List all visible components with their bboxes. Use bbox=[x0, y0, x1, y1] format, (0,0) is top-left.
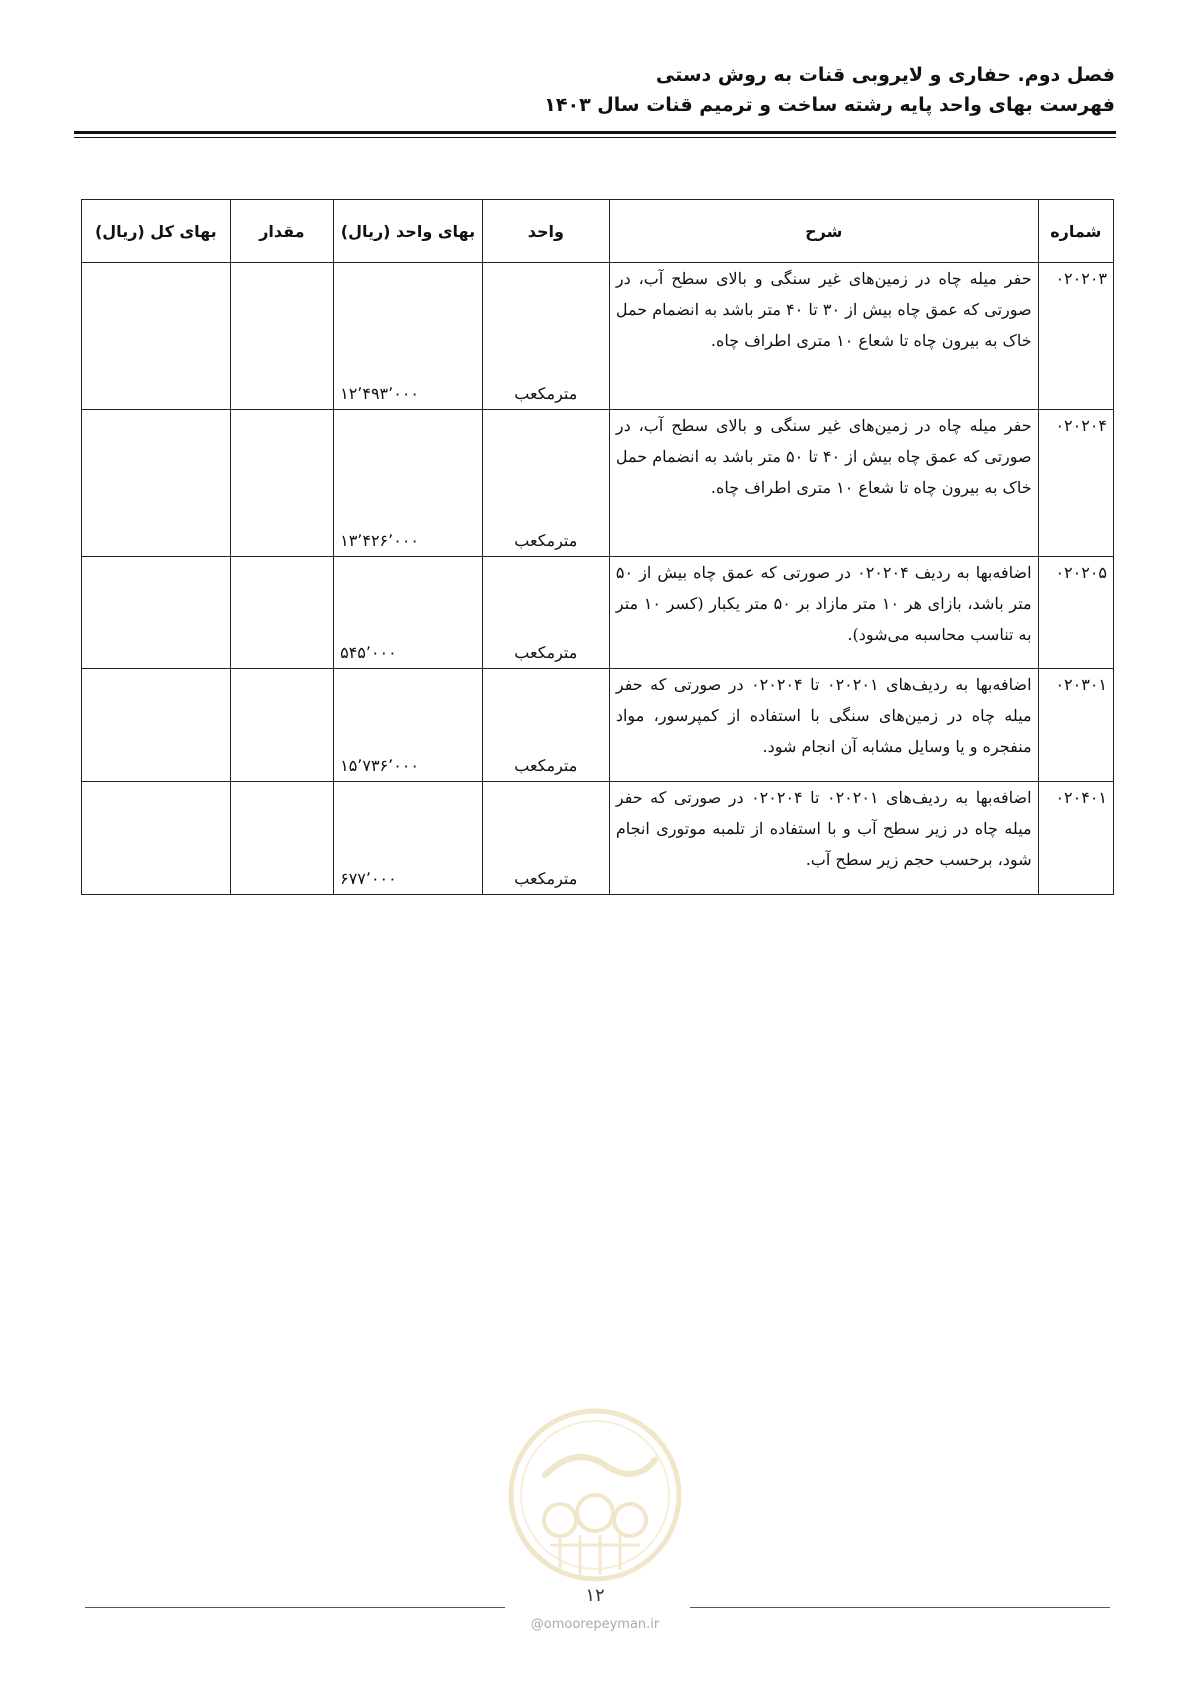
row-number: ۰۲۰۲۰۴ bbox=[1038, 410, 1113, 557]
row-total-price bbox=[82, 782, 231, 895]
table-row bbox=[82, 782, 1114, 895]
row-quantity bbox=[230, 557, 333, 669]
column-header-description: شرح bbox=[609, 200, 1038, 263]
column-header-unit-price: بهای واحد (ریال) bbox=[334, 200, 483, 263]
table-row bbox=[82, 263, 1114, 410]
row-quantity bbox=[230, 263, 333, 410]
row-unit-price: ۵۴۵٬۰۰۰ bbox=[334, 557, 483, 669]
row-description: اضافه‌بها به ردیف‌های ۰۲۰۲۰۱ تا ۰۲۰۲۰۴ در صورتی که حفر میله چاه در زیر سطح آب و با استفاده از تلمبه موتوری انجام شود، برحسب حجم زیر سطح آب. bbox=[609, 782, 1038, 895]
row-description: حفر میله چاه در زمین‌های غیر سنگی و بالای سطح آب، در صورتی که عمق چاه بیش از ۴۰ تا ۵۰ متر باشد به انضمام حمل خاک به بیرون چاه تا شعاع ۱۰ متری اطراف چاه. bbox=[609, 410, 1038, 557]
row-unit: مترمکعب bbox=[482, 669, 609, 782]
row-number: ۰۲۰۳۰۱ bbox=[1038, 669, 1113, 782]
watermark-url: @omoorepeyman.ir bbox=[530, 1617, 660, 1632]
document-title: فهرست بهای واحد پایه رشته ساخت و ترمیم قنات سال ۱۴۰۳ bbox=[544, 94, 1115, 116]
row-unit: مترمکعب bbox=[482, 410, 609, 557]
row-total-price bbox=[82, 557, 231, 669]
row-unit-price: ۶۷۷٬۰۰۰ bbox=[334, 782, 483, 895]
row-unit: مترمکعب bbox=[482, 782, 609, 895]
header-rule-thin bbox=[74, 137, 1116, 138]
price-table bbox=[81, 199, 1114, 895]
row-unit: مترمکعب bbox=[482, 557, 609, 669]
row-unit: مترمکعب bbox=[482, 263, 609, 410]
chapter-title: فصل دوم. حفاری و لایروبی قنات به روش دستی bbox=[655, 64, 1115, 86]
row-number: ۰۲۰۴۰۱ bbox=[1038, 782, 1113, 895]
row-total-price bbox=[82, 263, 231, 410]
column-header-unit: واحد bbox=[482, 200, 609, 263]
footer-rule-left bbox=[85, 1607, 505, 1608]
row-number: ۰۲۰۲۰۳ bbox=[1038, 263, 1113, 410]
table-row bbox=[82, 669, 1114, 782]
row-quantity bbox=[230, 669, 333, 782]
row-quantity bbox=[230, 782, 333, 895]
header-rule bbox=[74, 131, 1116, 134]
watermark-logo bbox=[505, 1405, 685, 1585]
page-number: ۱۲ bbox=[585, 1585, 605, 1606]
row-quantity bbox=[230, 410, 333, 557]
row-total-price bbox=[82, 410, 231, 557]
column-header-quantity: مقدار bbox=[230, 200, 333, 263]
table-row bbox=[82, 410, 1114, 557]
page-header bbox=[65, 60, 1115, 120]
row-unit-price: ۱۵٬۷۳۶٬۰۰۰ bbox=[334, 669, 483, 782]
row-description: اضافه‌بها به ردیف‌های ۰۲۰۲۰۱ تا ۰۲۰۲۰۴ در صورتی که حفر میله چاه در زمین‌های سنگی با استفاده از کمپرسور، مواد منفجره و یا وسایل مشابه آن انجام شود. bbox=[609, 669, 1038, 782]
column-header-number: شماره bbox=[1038, 200, 1113, 263]
column-header-total-price: بهای کل (ریال) bbox=[82, 200, 231, 263]
footer-rule-right bbox=[690, 1607, 1110, 1608]
row-total-price bbox=[82, 669, 231, 782]
row-unit-price: ۱۳٬۴۲۶٬۰۰۰ bbox=[334, 410, 483, 557]
row-description: اضافه‌بها به ردیف ۰۲۰۲۰۴ در صورتی که عمق چاه بیش از ۵۰ متر باشد، بازای هر ۱۰ متر مازاد بر ۵۰ متر یکبار (کسر ۱۰ متر به تناسب محاسبه می‌شود). bbox=[609, 557, 1038, 669]
table-row bbox=[82, 557, 1114, 669]
row-number: ۰۲۰۲۰۵ bbox=[1038, 557, 1113, 669]
row-unit-price: ۱۲٬۴۹۳٬۰۰۰ bbox=[334, 263, 483, 410]
row-description: حفر میله چاه در زمین‌های غیر سنگی و بالای سطح آب، در صورتی که عمق چاه بیش از ۳۰ تا ۴۰ متر باشد به انضمام حمل خاک به بیرون چاه تا شعاع ۱۰ متری اطراف چاه. bbox=[609, 263, 1038, 410]
table-header-row bbox=[82, 200, 1114, 263]
